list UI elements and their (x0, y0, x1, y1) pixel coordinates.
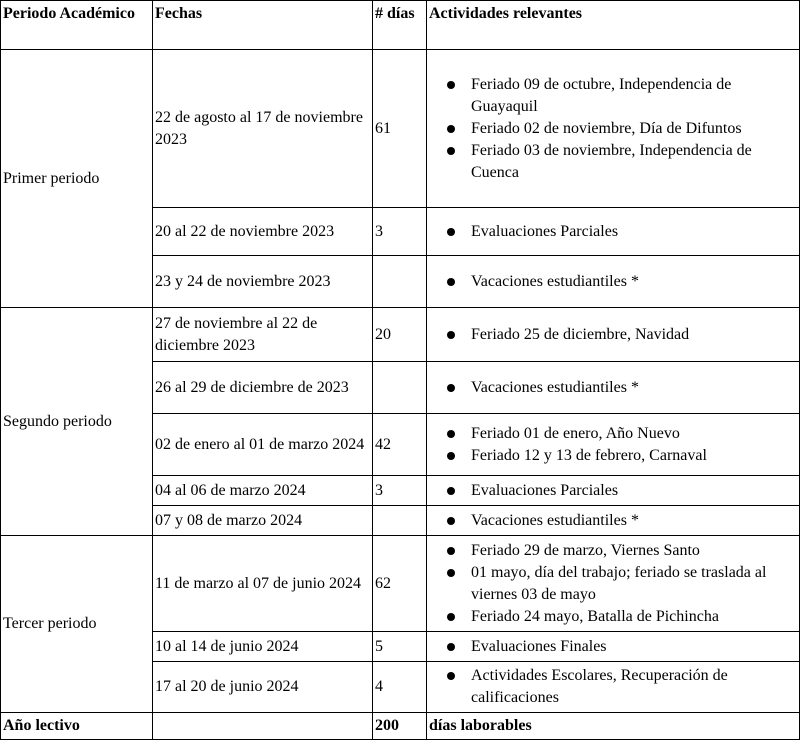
dates-cell: 20 al 22 de noviembre 2023 (153, 208, 373, 256)
dates-cell: 02 de enero al 01 de marzo 2024 (153, 414, 373, 476)
list-item: Vacaciones estudiantiles * (429, 377, 797, 399)
list-item: Evaluaciones Finales (429, 636, 797, 658)
activities-list (429, 377, 797, 399)
days-cell: 4 (373, 662, 427, 713)
dates-cell: 07 y 08 de marzo 2024 (153, 506, 373, 536)
activities-cell (427, 662, 800, 713)
footer-label: Año lectivo (1, 713, 153, 740)
list-item: Vacaciones estudiantiles * (429, 510, 797, 532)
footer-note: días laborables (427, 713, 800, 740)
list-item: Feriado 29 de marzo, Viernes Santo (429, 540, 797, 562)
activities-cell (427, 632, 800, 662)
list-item: Feriado 24 mayo, Batalla de Pichincha (429, 606, 797, 628)
days-cell: 3 (373, 476, 427, 506)
list-item: Evaluaciones Parciales (429, 480, 797, 502)
list-item: Feriado 25 de diciembre, Navidad (429, 324, 797, 346)
activities-cell (427, 256, 800, 308)
table-footer-row (1, 713, 800, 740)
period-name: Primer periodo (1, 50, 153, 308)
dates-cell: 11 de marzo al 07 de junio 2024 (153, 536, 373, 632)
activities-cell (427, 476, 800, 506)
activities-list (429, 540, 797, 628)
list-item: Feriado 01 de enero, Año Nuevo (429, 423, 797, 445)
days-cell: 61 (373, 50, 427, 208)
days-cell: 42 (373, 414, 427, 476)
days-cell: 3 (373, 208, 427, 256)
table-body (1, 50, 800, 713)
header-days: # días (373, 1, 427, 50)
activities-cell (427, 50, 800, 208)
activities-list (429, 74, 797, 184)
activities-list (429, 271, 797, 293)
dates-cell: 17 al 20 de junio 2024 (153, 662, 373, 713)
period-name: Tercer periodo (1, 536, 153, 713)
dates-cell: 27 de noviembre al 22 de diciembre 2023 (153, 308, 373, 362)
activities-list (429, 324, 797, 346)
header-dates: Fechas (153, 1, 373, 50)
dates-cell: 23 y 24 de noviembre 2023 (153, 256, 373, 308)
list-item: Feriado 02 de noviembre, Día de Difuntos (429, 118, 797, 140)
activities-cell (427, 536, 800, 632)
activities-list (429, 423, 797, 467)
list-item: Feriado 09 de octubre, Independencia de Guayaquil (429, 74, 797, 118)
table-row (1, 536, 800, 632)
activities-list (429, 221, 797, 243)
activities-list (429, 510, 797, 532)
table-row (1, 308, 800, 362)
days-cell (373, 256, 427, 308)
list-item: 01 mayo, día del trabajo; feriado se traslada al viernes 03 de mayo (429, 562, 797, 606)
activities-cell (427, 308, 800, 362)
activities-list (429, 636, 797, 658)
header-period: Periodo Académico (1, 1, 153, 50)
activities-cell (427, 414, 800, 476)
activities-list (429, 480, 797, 502)
days-cell (373, 362, 427, 414)
days-cell (373, 506, 427, 536)
dates-cell: 26 al 29 de diciembre de 2023 (153, 362, 373, 414)
list-item: Feriado 03 de noviembre, Independencia de Cuenca (429, 140, 797, 184)
period-name: Segundo periodo (1, 308, 153, 536)
list-item: Feriado 12 y 13 de febrero, Carnaval (429, 445, 797, 467)
dates-cell: 22 de agosto al 17 de noviembre 2023 (153, 50, 373, 208)
header-activities: Actividades relevantes (427, 1, 800, 50)
activities-cell (427, 208, 800, 256)
activities-cell (427, 362, 800, 414)
dates-cell: 10 al 14 de junio 2024 (153, 632, 373, 662)
activities-list (429, 665, 797, 709)
dates-cell: 04 al 06 de marzo 2024 (153, 476, 373, 506)
days-cell: 62 (373, 536, 427, 632)
list-item: Evaluaciones Parciales (429, 221, 797, 243)
list-item: Actividades Escolares, Recuperación de calificaciones (429, 665, 797, 709)
table-row (1, 50, 800, 208)
table-header-row (1, 1, 800, 50)
list-item: Vacaciones estudiantiles * (429, 271, 797, 293)
footer-total: 200 (373, 713, 427, 740)
footer-empty (153, 713, 373, 740)
activities-cell (427, 506, 800, 536)
days-cell: 5 (373, 632, 427, 662)
days-cell: 20 (373, 308, 427, 362)
